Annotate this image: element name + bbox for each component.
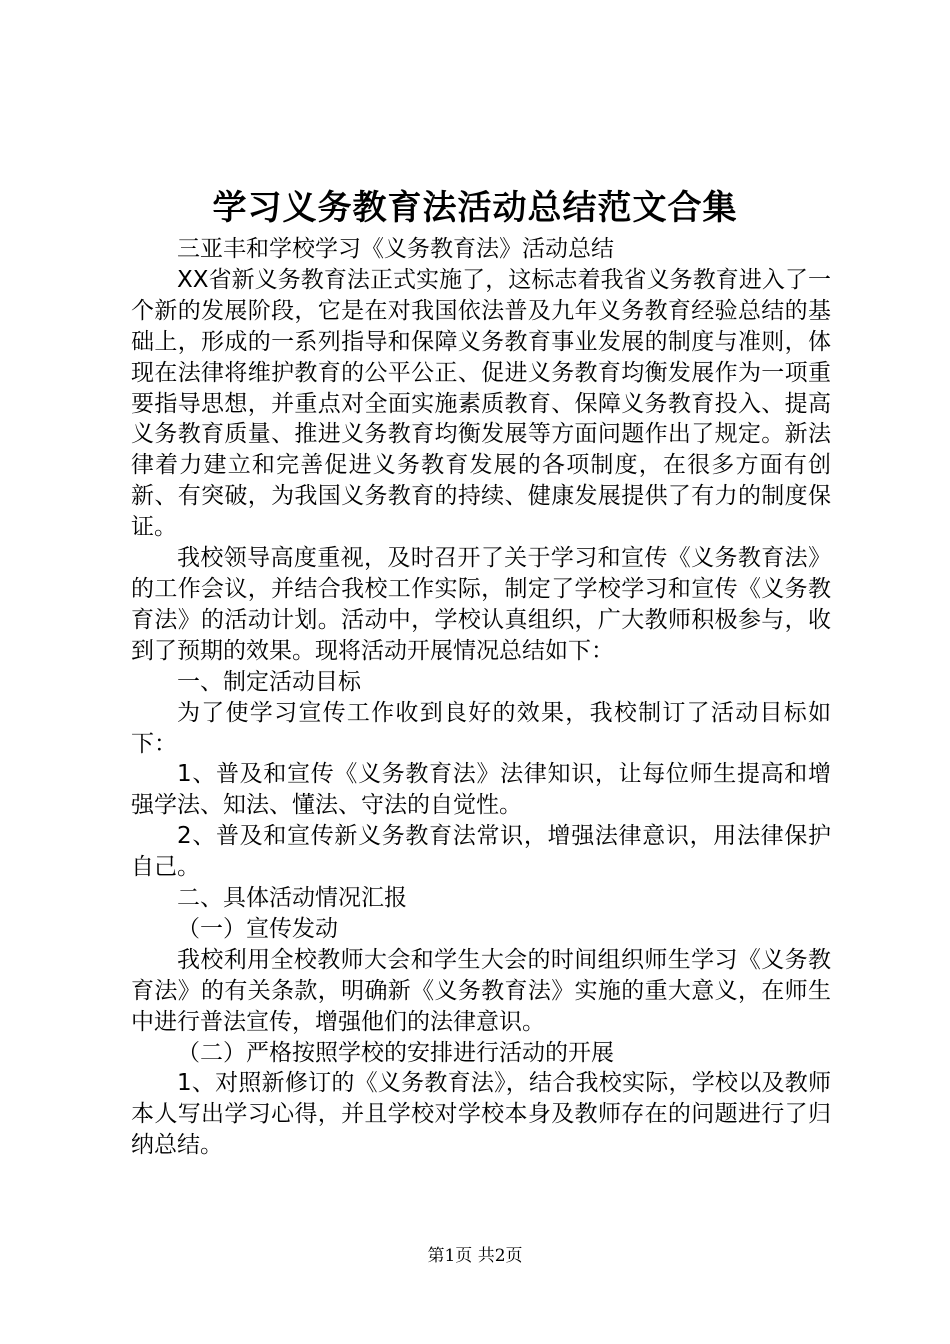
subsection-heading: （一）宣传发动 — [177, 915, 338, 942]
page-footer: 第1页 共2页 — [427, 1246, 523, 1266]
document-body — [131, 234, 831, 1161]
paragraph: 我校领导高度重视，及时召开了关于学习和宣传《义务教育法》的工作会议，并结合我校工作实际，制定了学校学习和宣传《义务教育法》的活动计划。活动中，学校认真组织，广大教师积极参与，收到了预期的效果。现将活动开展情况总结如下： — [131, 545, 831, 664]
list-item: 1、普及和宣传《义务教育法》法律知识，让每位师生提高和增强学法、知法、懂法、守法的自觉性。 — [131, 761, 831, 819]
list-item: 1、对照新修订的《义务教育法》，结合我校实际，学校以及教师本人写出学习心得，并且学校对学校本身及教师存在的问题进行了归纳总结。 — [131, 1070, 831, 1159]
paragraph: 我校利用全校教师大会和学生大会的时间组织师生学习《义务教育法》的有关条款，明确新《义务教育法》实施的重大意义，在师生中进行普法宣传，增强他们的法律意识。 — [131, 946, 831, 1035]
document-title: 学习义务教育法活动总结范文合集 — [212, 188, 738, 228]
paragraph: XX省新义务教育法正式实施了，这标志着我省义务教育进入了一个新的发展阶段，它是在对我国依法普及九年义务教育经验总结的基础上，形成的一系列指导和保障义务教育事业发展的制度与准则，体现在法律将维护教育的公平公正、促进义务教育均衡发展作为一项重要指导思想，并重点对全面实施素质教育、保障义务教育投入、提高义务教育质量、推进义务教育均衡发展等方面问题作出了规定。新法律着力建立和完善促进义务教育发展的各项制度，在很多方面有创新、有突破，为我国义务教育的持续、健康发展提供了有力的制度保证。 — [131, 266, 831, 541]
section-heading: 一、制定活动目标 — [177, 668, 361, 695]
list-item: 2、普及和宣传新义务教育法常识，增强法律意识，用法律保护自己。 — [131, 823, 831, 881]
section-heading: 二、具体活动情况汇报 — [177, 885, 407, 912]
paragraph: 为了使学习宣传工作收到良好的效果，我校制订了活动目标如下： — [131, 699, 831, 757]
subsection-heading: （二）严格按照学校的安排进行活动的开展 — [177, 1039, 614, 1066]
paragraph: 三亚丰和学校学习《义务教育法》活动总结 — [177, 236, 614, 262]
